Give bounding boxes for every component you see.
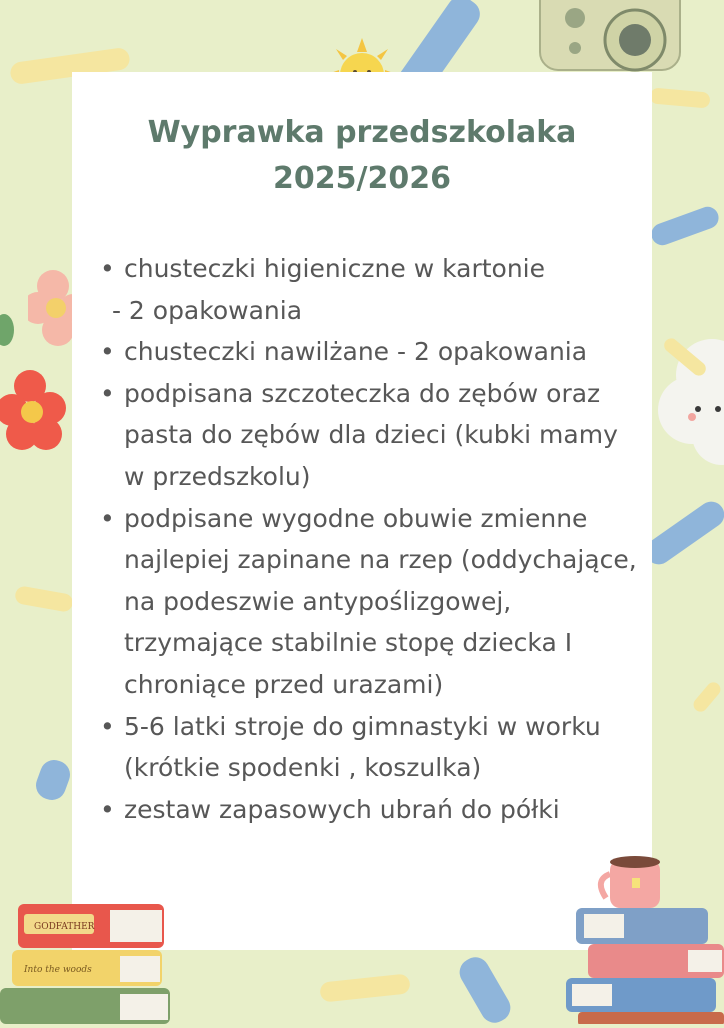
bullet: • [100, 254, 115, 283]
ribbon-right-lower-decoration [641, 497, 724, 570]
book-spine-text: GODFATHER [34, 922, 95, 932]
bullet: • [100, 794, 115, 824]
list-item [104, 290, 639, 332]
ribbon-bottom-blue-decoration [455, 952, 516, 1028]
list-item-text: podpisana szczoteczka do zębów oraz pasta do zębów dla dzieci (kubki mamy w przedszkolu) [124, 378, 618, 491]
bullet: • [100, 378, 115, 408]
list-item-text: 5-6 latki stroje do gimnastyki w worku (krótkie spodenki , koszulka) [124, 711, 601, 783]
supply-list [100, 248, 639, 830]
ribbon-right-decoration [648, 204, 721, 249]
ribbon-left-decoration [32, 756, 74, 804]
list-item [100, 248, 639, 290]
flower-pink-icon [28, 268, 78, 348]
books-stack-left-icon [0, 900, 190, 1024]
list-item-text: podpisane wygodne obuwie zmienne najlepiej zapinane na rzep (oddychające, na podeszwie antypoślizgowej, trzymające stabilnie stopę dziecka I chroniące przed urazami) [124, 503, 637, 699]
book-spine-text: Into the woods [24, 965, 92, 975]
list-item [100, 373, 639, 498]
list-item [100, 706, 639, 789]
title-line-1: Wyprawka przedszkolaka [147, 115, 577, 150]
camera-icon [535, 0, 685, 75]
bullet: • [100, 503, 115, 533]
page-title [72, 110, 652, 202]
bullet: • [100, 711, 115, 741]
books-stack-right-icon [558, 852, 724, 1024]
list-item-text: zestaw zapasowych ubrań do półki [124, 794, 560, 824]
content-card [72, 72, 652, 950]
list-item-text: chusteczki higieniczne w kartonie [124, 254, 545, 283]
list-item-text: chusteczki nawilżane - 2 opakowania [124, 337, 588, 367]
speck-decoration [691, 679, 724, 714]
list-item-text: - 2 opakowania [104, 295, 303, 325]
ribbon-left-yellow-decoration [14, 585, 74, 613]
flower-red-icon [0, 368, 66, 454]
bullet: • [100, 337, 115, 367]
title-line-2: 2025/2026 [273, 161, 451, 196]
speck-decoration [649, 87, 710, 108]
ribbon-bottom-decoration [319, 973, 411, 1002]
leaf-icon [0, 310, 16, 350]
cup-icon [601, 856, 660, 908]
list-item [100, 789, 639, 831]
list-item [100, 498, 639, 706]
list-item [100, 331, 639, 373]
